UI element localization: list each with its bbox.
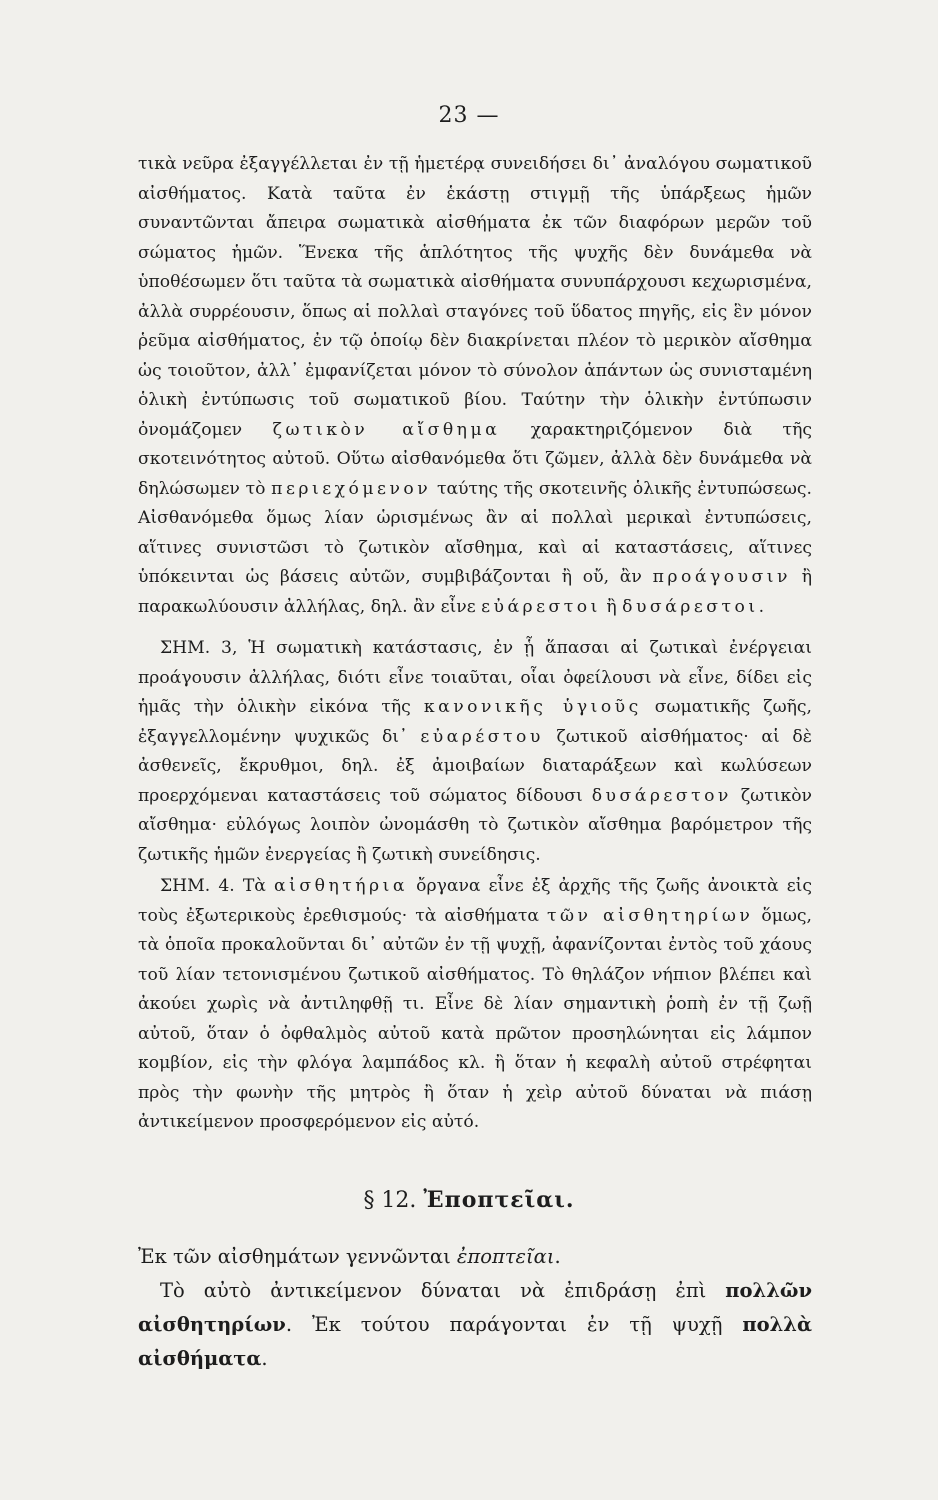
section-line-1 [138,1240,812,1274]
text-run: χαρακτηριζόμενον διὰ τῆς σκοτεινότητος αὐτοῦ. Οὕτω αἰσθανόμεθα ὅτι ζῶμεν, ἀλλὰ δὲν δυνάμεθα νὰ δηλώσωμεν τὸ [138,419,812,499]
text-run: . [261,1347,268,1370]
section-title: Ἐποπτεῖαι. [423,1187,575,1213]
emphasis-promote: προάγουσιν [652,567,791,587]
body-text [138,150,812,1138]
emphasis-sense-organs: αἰσθητήρια [274,876,408,896]
text-run: ὅμως, τὰ ὁποῖα προκαλοῦνται δι᾽ αὐτῶν ἐν τῇ ψυχῇ, ἀφανίζονται ἐντὸς τοῦ χάους τοῦ λίαν τετονισμένου ζωτικοῦ αἰσθήματος. Τὸ θηλάζον νήπιον βλέπει καὶ ἀκούει χωρὶς νὰ ἀντιληφθῇ τι. Εἶνε δὲ λίαν σημαντικὴ ῥοπὴ ἐν τῇ ζωῇ αὐτοῦ, ὅταν ὁ ὀφθαλμὸς αὐτοῦ κατὰ πρῶτον προσηλώνηται εἰς λάμπον κομβίον, εἰς τὴν φλόγα λαμπάδος κλ. ἢ ὅταν ἡ κεφαλὴ αὐτοῦ στρέφηται πρὸς τὴν φωνὴν τῆς μητρὸς ἢ ὅταν ἡ χεὶρ αὐτοῦ δύναται νὰ πιάσῃ ἀντικείμενον προσφερόμενον εἰς αὐτό. [138,905,813,1132]
text-run: . Ἐκ τούτου παράγονται ἐν τῇ ψυχῇ [285,1313,743,1336]
text-run: . [758,596,765,617]
emphasis-pleasant: εὐαρέστου [420,726,544,747]
emphasis-content: περιεχόμενον [271,478,432,499]
text-run: ταύτης τῆς σκοτεινῆς ὁλικῆς ἐντυπώσεως. Αἰσθανόμεθα ὅμως λίαν ὡρισμένως ἂν αἱ πολλαὶ μερικαὶ ἐντυπώσεις, αἵτινες συνιστῶσι τὸ ζωτικὸν αἴσθημα, καὶ αἱ καταστάσεις, αἵτινες ὑπόκεινται ὡς βάσεις αὐτῶν, συμβιβάζονται ἢ οὔ, ἂν [138,478,813,587]
main-paragraph [138,150,812,622]
emphasis-vital-feeling: ζωτικὸν αἴσθημα [272,419,501,440]
emphasis-pleasant: εὐάρεστοι [481,596,601,617]
section-heading [0,1187,938,1213]
emphasis-intuitions: ἐποπτεῖαι [456,1245,555,1268]
section-symbol: § 12. [363,1188,417,1213]
page-number: 23 — [438,103,500,128]
emphasis-many-senses: πολλῶν αἰσθητηρίων [138,1279,812,1336]
emphasis-of-senses: τῶν αἰσθητηρίων [547,905,754,926]
note-label: ΣΗΜ. 3, [160,638,238,658]
section-line-2 [138,1274,812,1376]
text-run: Ἐκ τῶν αἰσθημάτων γεννῶνται [138,1245,457,1268]
text-run: ὄργανα εἶνε ἐξ ἀρχῆς τῆς ζωῆς ἀνοικτὰ εἰς τοὺς ἐξωτερικοὺς ἐρεθισμούς· τὰ αἰσθήματα [138,876,812,926]
note-4 [138,872,812,1138]
emphasis-unpleasant: δυσάρεστον [591,785,732,806]
emphasis-unpleasant: δυσάρεστοι [622,596,759,617]
text-run: Τὰ [234,876,275,896]
section-text [138,1240,812,1376]
text-run: ζωτικὸν αἴσθημα· εὐλόγως λοιπὸν ὠνομάσθη τὸ ζωτικὸν αἴσθημα βαρόμετρον τῆς ζωτικῆς ἡμῶν ἐνεργείας ἢ ζωτικὴ συνείδησις. [138,785,812,865]
text-run: Τὸ αὐτὸ ἀντικείμενον δύναται νὰ ἐπιδράσῃ ἐπὶ [160,1279,726,1302]
text-run: τικὰ νεῦρα ἐξαγγέλλεται ἐν τῇ ἡμετέρᾳ συνειδήσει δι᾽ ἀναλόγου σωματικοῦ αἰσθήματος. Κατὰ ταῦτα ἐν ἑκάστῃ στιγμῇ τῆς ὑπάρξεως ἡμῶν συναντῶνται ἄπειρα σωματικὰ αἰσθήματα ἐκ τῶν διαφόρων μερῶν τοῦ σώματος ἡμῶν. Ἕνεκα τῆς ἁπλότητος τῆς ψυχῆς δὲν δυνάμεθα νὰ ὑποθέσωμεν ὅτι ταῦτα τὰ σωματικὰ αἰσθήματα συνυπάρχουσι κεχωρισμένα, ἀλλὰ συρρέουσιν, ὅπως αἱ πολλαὶ σταγόνες τοῦ ὕδατος πηγῆς, εἰς ἓν μόνον ῥεῦμα αἰσθήματος, ἐν τῷ ὁποίῳ δὲν διακρίνεται πλέον τὸ μερικὸν αἴσθημα ὡς τοιοῦτον, ἀλλ᾽ ἐμφανίζεται μόνον τὸ σύνολον ἁπάντων ὡς συνισταμένη ὁλικὴ ἐντύπωσις τοῦ σωματικοῦ βίου. Ταύτην τὴν ὁλικὴν ἐντύπωσιν ὀνομάζομεν [138,154,812,440]
text-run: ζωτικοῦ αἰσθήματος· αἱ δὲ ἀσθενεῖς, ἔκρυθμοι, δηλ. ἐξ ἀμοιβαίων διαταράξεων καὶ κωλύσεων προερχόμεναι καταστάσεις τοῦ σώματος δίδουσι [138,726,812,806]
text-run: σωματικῆς ζωῆς, ἐξαγγελλομένην ψυχικῶς δι᾽ [138,697,812,747]
text-run: . [554,1245,561,1268]
text-run: Ἡ σωματικὴ κατάστασις, ἐν ᾗ ἅπασαι αἱ ζωτικαὶ ἐνέργειαι προάγουσιν ἀλλήλας, διότι εἶνε τοιαῦται, οἷαι ὀφείλουσι νὰ εἶνε, δίδει εἰς ἡμᾶς τὴν ὁλικὴν εἰκόνα τῆς [138,638,812,717]
note-label: ΣΗΜ. 4. [160,876,235,896]
text-run: ἢ [600,596,623,617]
text-run: ἢ παρακωλύουσιν ἀλλήλας, δηλ. ἂν εἶνε [138,567,813,617]
emphasis-normal-healthy: κανονικῆς ὑγιοῦς [423,697,642,717]
emphasis-many-feelings: πολλὰ αἰσθήματα [138,1313,812,1370]
note-3 [138,634,812,870]
